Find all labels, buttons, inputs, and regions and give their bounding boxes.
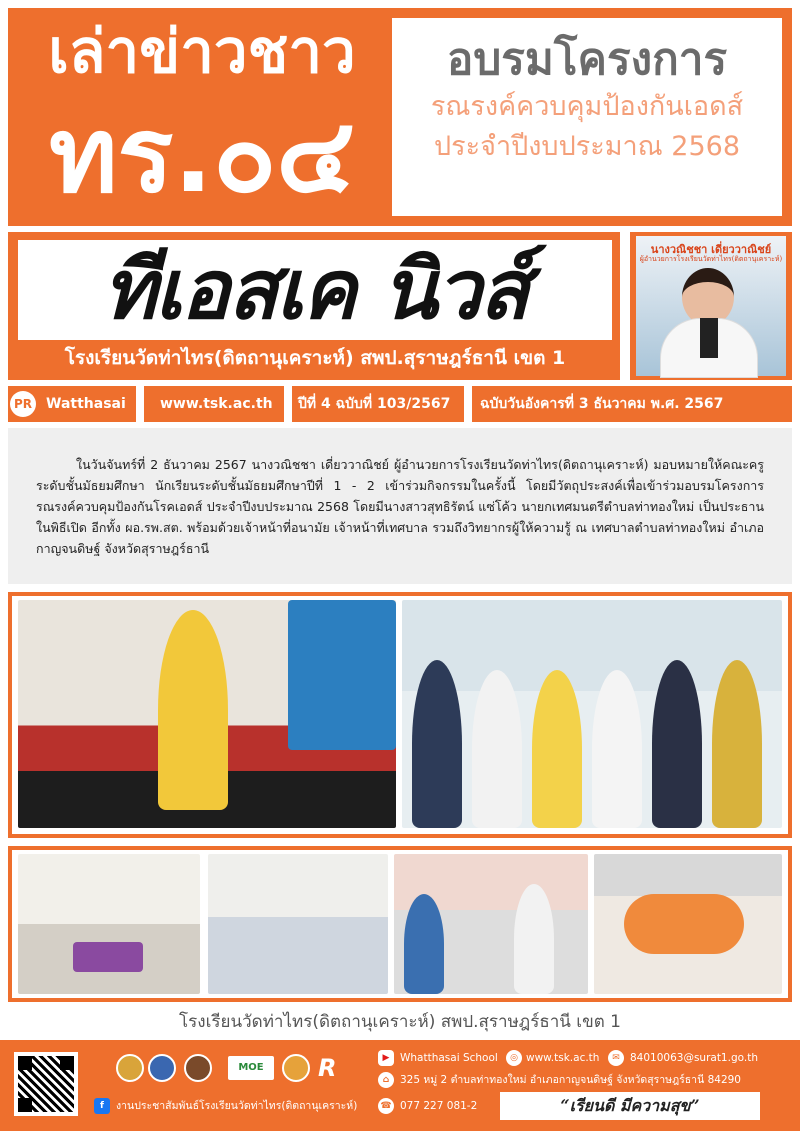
- headline-title: อบรมโครงการ: [446, 34, 728, 85]
- person-figure: [472, 670, 522, 828]
- person-figure: [412, 660, 462, 828]
- brand-line-1: เล่าข่าวชาว: [48, 17, 356, 87]
- globe-icon: ◎: [506, 1050, 522, 1066]
- issue-number: ปีที่ 4 ฉบับที่ 103/2567: [298, 396, 451, 412]
- footer-phone: 077 227 081-2: [400, 1100, 478, 1112]
- speaker-figure: [158, 610, 228, 810]
- campaign-banner: [288, 600, 396, 750]
- moe-logo: MOE: [228, 1056, 274, 1080]
- website-link[interactable]: www.tsk.ac.th: [160, 396, 273, 412]
- masthead-name: ทีเอสเค นิวส์: [102, 242, 528, 338]
- photo-group-officials: [402, 600, 782, 828]
- table-figure: [73, 942, 143, 972]
- email-icon: ✉: [608, 1050, 624, 1066]
- youtube-icon: ▶: [378, 1050, 394, 1066]
- footer-address: 325 หมู่ 2 ตำบลท่าทองใหม่ อำเภอกาญจนดิษฐ์ จังหวัดสุราษฎร์ธานี 84290: [400, 1074, 741, 1086]
- headline-subtitle-2: ประจำปีงบประมาณ 2568: [433, 131, 741, 163]
- footer-website[interactable]: www.tsk.ac.th: [526, 1052, 600, 1064]
- qr-pattern: [18, 1056, 74, 1112]
- youtube-channel[interactable]: Whatthasai School: [400, 1052, 498, 1064]
- photo-first-aid: [594, 854, 782, 994]
- person-figure: [592, 670, 642, 828]
- director-portrait-tie: [700, 318, 718, 358]
- facebook-icon: f: [94, 1098, 110, 1114]
- person-figure: [514, 884, 554, 994]
- district-logo-icon: [184, 1054, 212, 1082]
- school-slogan: “เรียนดี มีความสุข”: [560, 1096, 700, 1115]
- crest-logo-icon: [282, 1054, 310, 1082]
- bar-divider: [464, 386, 472, 422]
- school-emblem-icon: [116, 1054, 144, 1082]
- brand-line-2: ทร.๐๔: [48, 94, 356, 216]
- headline-box: [392, 18, 782, 216]
- photo-hall-group: [18, 854, 200, 994]
- photo-activity: [394, 854, 588, 994]
- article-body: ในวันจันทร์ที่ 2 ธันวาคม 2567 นางวณิชชา เดี่ยววาณิชย์ ผู้อำนวยการโรงเรียนวัดท่าไทร(ดิตถานุเคราะห์) มอบหมายให้คณะครูระดับชั้นมัธยมศึกษา นักเรียนระดับชั้นมัธยมศึกษาปีที่ 1 - 2 เข้าร่วมกิจกรรมในครั้งนี้ โดยมีวัตถุประสงค์เพื่อเข้าร่วมอบรมโครงการรณรงค์ควบคุมป้องกันโรคเอดส์ ประจำปีงบประมาณ 2568 โดยมีนางสาวสุทธิรัตน์ แซ่โค้ว นายกเทศมนตรีตำบลท่าทองใหม่ เป็นประธานในพิธีเปิด อีกทั้ง ผอ.รพ.สต. พร้อมด้วยเจ้าหน้าที่อนามัย เจ้าหน้าที่เทศบาล รวมถึงวิทยากรผู้ให้ความรู้ ณ เทศบาลตำบลท่าทองใหม่ อำเภอกาญจนดิษฐ์ จังหวัดสุราษฎร์ธานี: [8, 428, 792, 584]
- person-figure: [404, 894, 444, 994]
- phone-icon: ☎: [378, 1098, 394, 1114]
- photo-students-seated: [208, 854, 388, 994]
- home-icon: ⌂: [378, 1072, 394, 1088]
- facebook-page[interactable]: งานประชาสัมพันธ์โรงเรียนวัดท่าไทร(ดิตถานุเคราะห์): [116, 1100, 358, 1112]
- person-figure: [652, 660, 702, 828]
- footer-email[interactable]: 84010063@surat1.go.th: [630, 1052, 758, 1064]
- person-figure: [532, 670, 582, 828]
- pr-handle: Watthasai: [46, 396, 126, 412]
- student-figure: [624, 894, 744, 954]
- photo-speaker: [18, 600, 396, 828]
- headline-subtitle-1: รณรงค์ควบคุมป้องกันเอดส์: [430, 90, 744, 122]
- pr-mark-icon: R: [318, 1054, 337, 1082]
- photo-caption: โรงเรียนวัดท่าไทร(ดิตถานุเคราะห์) สพป.สุราษฎร์ธานี เขต 1: [179, 1012, 621, 1032]
- qr-code[interactable]: [14, 1052, 78, 1116]
- profile-position: ผู้อำนวยการโรงเรียนวัดท่าไทร(ดิตถานุเคราะห์): [639, 255, 783, 263]
- person-figure: [712, 660, 762, 828]
- bar-divider: [136, 386, 144, 422]
- bar-divider: [284, 386, 292, 422]
- obec-logo-icon: [148, 1054, 176, 1082]
- issue-date: ฉบับวันอังคารที่ 3 ธันวาคม พ.ศ. 2567: [480, 396, 724, 412]
- profile-name: นางวณิชชา เดี่ยววาณิชย์: [650, 243, 772, 256]
- masthead-school: โรงเรียนวัดท่าไทร(ดิตถานุเคราะห์) สพป.สุราษฎร์ธานี เขต 1: [64, 347, 566, 369]
- pr-logo-icon: PR: [10, 391, 36, 417]
